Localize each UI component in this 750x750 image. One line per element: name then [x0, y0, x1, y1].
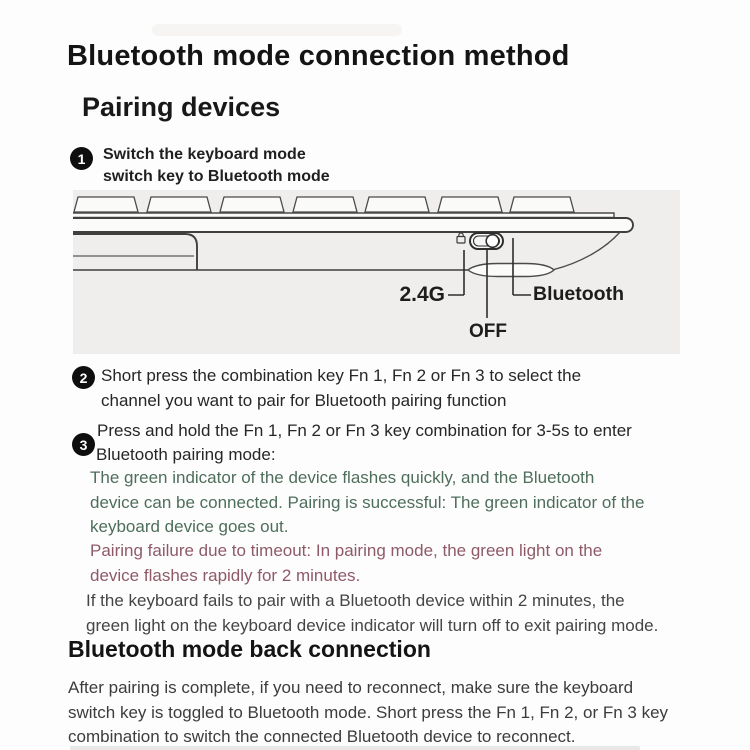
lock-icon: [457, 233, 465, 243]
label-2-4g: 2.4G: [399, 283, 445, 306]
page-title: Bluetooth mode connection method: [67, 40, 570, 72]
step-3-badge: 3: [72, 433, 95, 456]
step-1-line-2: switch key to Bluetooth mode: [103, 168, 330, 185]
label-bluetooth: Bluetooth: [533, 283, 624, 305]
step-1-badge: 1: [70, 147, 93, 170]
success-line-1: The green indicator of the device flashes quickly, and the Bluetooth: [90, 468, 595, 487]
pairing-failure-note: [90, 539, 602, 588]
mode-switch: [470, 233, 503, 249]
back-line-1: After pairing is complete, if you need to reconnect, make sure the keyboard: [68, 678, 634, 697]
keyboard-foot: [468, 264, 554, 277]
step-2-badge: 2: [72, 366, 95, 389]
pairing-timeout-note: [86, 589, 658, 638]
keyboard-illustration: [73, 190, 680, 354]
next-panel-edge: [70, 746, 640, 750]
timeout-line-2: green light on the keyboard device indicator will turn off to exit pairing mode.: [86, 615, 659, 635]
callout-line-24g: [448, 250, 464, 295]
keyboard-side-view-drawing: [73, 190, 680, 354]
step-1-line-1: Switch the keyboard mode: [103, 146, 306, 163]
keyboard-keys: [74, 197, 574, 212]
pairing-success-note: [90, 466, 644, 540]
back-connection-heading: Bluetooth mode back connection: [68, 636, 431, 662]
pairing-devices-heading: Pairing devices: [82, 92, 281, 122]
step-2-line-1: Short press the combination key Fn 1, Fn 2 or Fn 3 to select the: [101, 366, 582, 385]
faded-header-artifact: [152, 24, 402, 36]
step-3-line-2: Bluetooth pairing mode:: [96, 445, 276, 464]
success-line-3: keyboard device goes out.: [90, 517, 289, 536]
step-2-text: [101, 364, 581, 413]
switch-knob: [486, 235, 499, 248]
step-1-text: [103, 144, 330, 188]
back-connection-paragraph: [68, 676, 668, 750]
timeout-line-1: If the keyboard fails to pair with a Bluetooth device within 2 minutes, the: [86, 591, 625, 610]
back-line-3: combination to switch the connected Bluetooth device to reconnect.: [68, 727, 576, 746]
keyboard-body: [73, 213, 633, 277]
success-line-2: device can be connected. Pairing is successful: The green indicator of the: [90, 492, 645, 512]
failure-line-1: Pairing failure due to timeout: In pairing mode, the green light on the: [90, 541, 603, 560]
back-line-2: switch key is toggled to Bluetooth mode. Short press the Fn 1, Fn 2, or Fn 3 key: [68, 702, 669, 722]
label-off: OFF: [469, 321, 507, 342]
step-3-line-1: Press and hold the Fn 1, Fn 2 or Fn 3 key combination for 3-5s to enter: [97, 421, 632, 440]
failure-line-2: device flashes rapidly for 2 minutes.: [90, 565, 361, 585]
step-2-line-2: channel you want to pair for Bluetooth pairing function: [101, 390, 507, 410]
